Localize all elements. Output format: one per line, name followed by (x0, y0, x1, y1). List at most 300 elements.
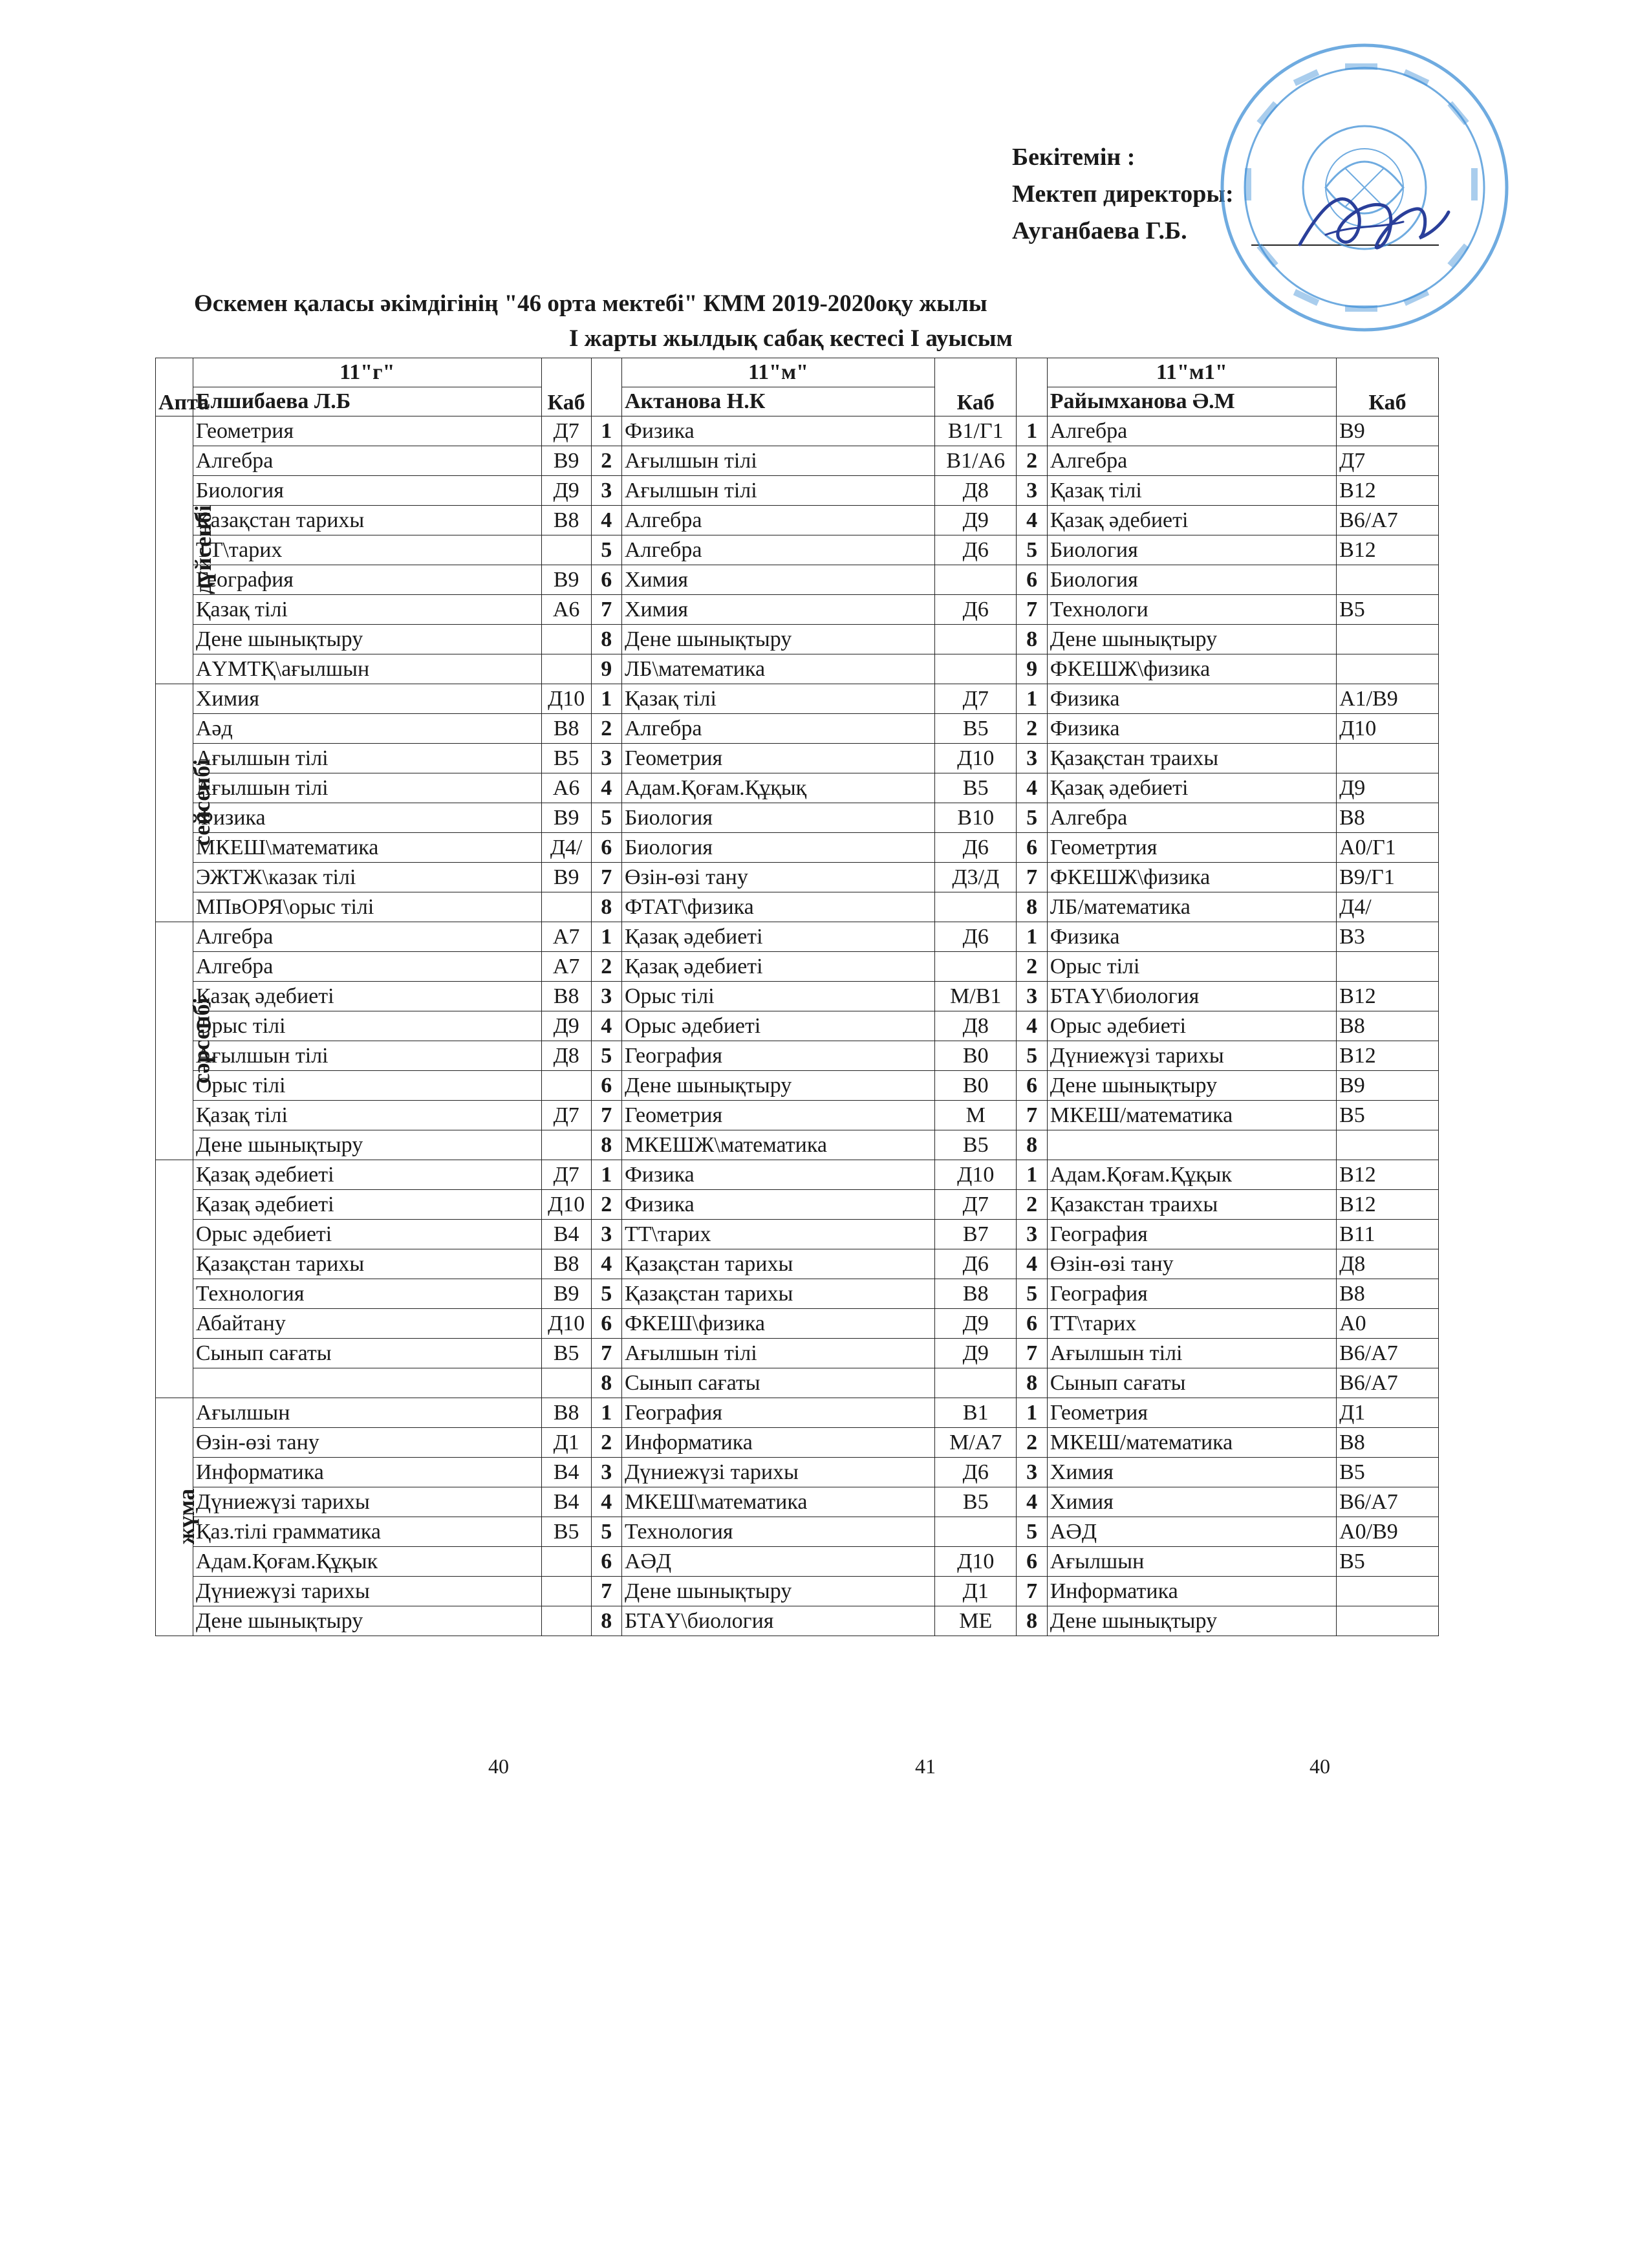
room-class-2: Д6 (935, 833, 1017, 863)
lesson-number-3: 1 (1017, 1160, 1047, 1190)
room-class-2: Д7 (935, 684, 1017, 714)
subject-class-1: Орыс әдебиеті (193, 1220, 541, 1249)
lesson-number-3: 9 (1017, 654, 1047, 684)
room-class-3: В8 (1337, 1428, 1439, 1458)
day-label (156, 416, 217, 684)
subject-class-2: Қазақ тілі (621, 684, 934, 714)
lesson-number-3: 6 (1017, 1071, 1047, 1101)
room-class-1: Д7 (541, 416, 591, 446)
table-row (156, 863, 1439, 892)
lesson-number-3: 4 (1017, 506, 1047, 535)
subject-class-1: Абайтану (193, 1309, 541, 1339)
lesson-number-3: 3 (1017, 1220, 1047, 1249)
table-row (156, 1309, 1439, 1339)
room-class-1 (541, 1547, 591, 1577)
room-class-1: Д4/ (541, 833, 591, 863)
subject-class-1: География (193, 565, 541, 595)
num-header-3 (1017, 358, 1047, 416)
subject-class-3: Алгебра (1047, 803, 1336, 833)
table-row (156, 416, 1439, 446)
room-class-1 (541, 1606, 591, 1636)
subject-class-2: Ағылшын тілі (621, 446, 934, 476)
room-class-1: Д1 (541, 1428, 591, 1458)
lesson-number-2: 5 (591, 1279, 621, 1309)
subject-class-1: Дүниежүзі тарихы (193, 1577, 541, 1606)
class-header-1: 11"г" (193, 358, 541, 387)
subject-class-1: Алгебра (193, 446, 541, 476)
lesson-number-2: 5 (591, 535, 621, 565)
room-header-2: Каб (935, 358, 1017, 416)
subject-class-3: Өзін-өзі тану (1047, 1249, 1336, 1279)
subject-class-2: Биология (621, 803, 934, 833)
subject-class-3: Адам.Қоғам.Құқык (1047, 1160, 1336, 1190)
lesson-number-2: 1 (591, 1398, 621, 1428)
subject-class-2: Геометрия (621, 744, 934, 773)
room-class-2: В1/Г1 (935, 416, 1017, 446)
room-class-1 (541, 1577, 591, 1606)
room-class-1: В8 (541, 1398, 591, 1428)
room-class-2: В1 (935, 1398, 1017, 1428)
room-class-1 (541, 625, 591, 654)
lesson-number-2: 2 (591, 446, 621, 476)
schedule-table (155, 358, 1439, 1636)
lesson-number-2: 1 (591, 416, 621, 446)
subject-class-3: Химия (1047, 1487, 1336, 1517)
room-class-1 (541, 1130, 591, 1160)
table-row (156, 684, 1439, 714)
table-row (156, 506, 1439, 535)
subject-class-1: Алгебра (193, 922, 541, 952)
table-row (156, 1428, 1439, 1458)
room-class-3: В6/А7 (1337, 1339, 1439, 1368)
room-class-3: В5 (1337, 1547, 1439, 1577)
room-class-3 (1337, 1577, 1439, 1606)
table-row (156, 565, 1439, 595)
room-class-1: В8 (541, 714, 591, 744)
room-class-1: В8 (541, 982, 591, 1011)
subject-class-2: Биология (621, 833, 934, 863)
subject-class-3: Қазақстан траихы (1047, 744, 1336, 773)
subject-class-3: География (1047, 1279, 1336, 1309)
table-row (156, 1190, 1439, 1220)
subject-class-1 (193, 1368, 541, 1398)
room-class-3: В9/Г1 (1337, 863, 1439, 892)
room-class-3: В12 (1337, 476, 1439, 506)
lesson-number-2: 1 (591, 922, 621, 952)
table-row (156, 1279, 1439, 1309)
subject-class-3: Химия (1047, 1458, 1336, 1487)
lesson-number-3: 2 (1017, 1190, 1047, 1220)
subject-class-3: Алгебра (1047, 416, 1336, 446)
room-class-1: В9 (541, 446, 591, 476)
day-label-text: жұма (173, 1488, 200, 1544)
subject-class-1: Адам.Қоғам.Құқык (193, 1547, 541, 1577)
lesson-number-2: 1 (591, 1160, 621, 1190)
subject-class-2: Қазақ әдебиеті (621, 922, 934, 952)
room-class-1: В8 (541, 1249, 591, 1279)
subject-class-2: Қазақстан тарихы (621, 1249, 934, 1279)
subject-class-1: Информатика (193, 1458, 541, 1487)
subject-class-1: ЭЖТЖ\казак тілі (193, 863, 541, 892)
room-class-1: В4 (541, 1487, 591, 1517)
lesson-number-3: 6 (1017, 1309, 1047, 1339)
subject-class-2: Орыс әдебиеті (621, 1011, 934, 1041)
lesson-number-2: 4 (591, 1249, 621, 1279)
subject-class-2: Физика (621, 1160, 934, 1190)
lesson-number-3: 8 (1017, 1130, 1047, 1160)
lesson-number-2: 8 (591, 892, 621, 922)
subject-class-3: Дене шынықтыру (1047, 1606, 1336, 1636)
room-class-3 (1337, 565, 1439, 595)
room-class-1: В4 (541, 1458, 591, 1487)
lesson-number-2: 3 (591, 1458, 621, 1487)
room-class-3: В11 (1337, 1220, 1439, 1249)
room-class-2: Д6 (935, 535, 1017, 565)
table-row (156, 1339, 1439, 1368)
table-row (156, 535, 1439, 565)
lesson-number-3: 1 (1017, 922, 1047, 952)
subject-class-2: БТАҮ\биология (621, 1606, 934, 1636)
subject-class-1: Биология (193, 476, 541, 506)
room-class-1: А6 (541, 595, 591, 625)
lesson-number-2: 6 (591, 833, 621, 863)
lesson-number-2: 2 (591, 1428, 621, 1458)
subject-class-3: Физика (1047, 684, 1336, 714)
subject-class-2: Дене шынықтыру (621, 1577, 934, 1606)
room-header-3: Каб (1337, 358, 1439, 416)
lesson-number-3: 7 (1017, 863, 1047, 892)
teacher-2: Актанова Н.К (621, 387, 934, 416)
lesson-number-3: 3 (1017, 982, 1047, 1011)
table-row (156, 1458, 1439, 1487)
room-class-1: Д9 (541, 1011, 591, 1041)
table-row (156, 446, 1439, 476)
room-class-1: В5 (541, 1517, 591, 1547)
lesson-number-2: 2 (591, 714, 621, 744)
room-class-2: Д8 (935, 1011, 1017, 1041)
approval-line-2: Мектеп директоры: (1012, 180, 1234, 208)
total-class-3: 40 (1310, 1755, 1330, 1778)
total-class-1: 40 (488, 1755, 509, 1778)
subject-class-3: Қазақ әдебиеті (1047, 506, 1336, 535)
subject-class-3: БТАҮ\биология (1047, 982, 1336, 1011)
subject-class-1: МКЕШ\математика (193, 833, 541, 863)
lesson-number-3: 2 (1017, 1428, 1047, 1458)
subject-class-3: Ағылшын (1047, 1547, 1336, 1577)
subject-class-1: Дене шынықтыру (193, 625, 541, 654)
table-row (156, 625, 1439, 654)
room-class-2: МЕ (935, 1606, 1017, 1636)
table-row (156, 1041, 1439, 1071)
room-class-2 (935, 892, 1017, 922)
room-class-2: В10 (935, 803, 1017, 833)
table-row (156, 892, 1439, 922)
subject-class-1: ТТ\тарих (193, 535, 541, 565)
room-class-3: В6/А7 (1337, 1487, 1439, 1517)
room-class-2: Д1 (935, 1577, 1017, 1606)
table-row (156, 803, 1439, 833)
room-class-2: Д10 (935, 744, 1017, 773)
room-class-3: Д10 (1337, 714, 1439, 744)
subject-class-2: ТТ\тарих (621, 1220, 934, 1249)
table-row (156, 1517, 1439, 1547)
lesson-number-3: 4 (1017, 773, 1047, 803)
table-row (156, 1606, 1439, 1636)
subject-class-3: Орыс тілі (1047, 952, 1336, 982)
subject-class-3: Сынып сағаты (1047, 1368, 1336, 1398)
room-class-2: Д9 (935, 1309, 1017, 1339)
table-row (156, 1547, 1439, 1577)
subject-class-1: Ағылшын тілі (193, 744, 541, 773)
lesson-number-2: 2 (591, 1190, 621, 1220)
lesson-number-2: 7 (591, 1101, 621, 1130)
num-header-2 (591, 358, 621, 416)
subject-class-3: Дене шынықтыру (1047, 625, 1336, 654)
subject-class-2: МКЕШ\математика (621, 1487, 934, 1517)
table-row (156, 744, 1439, 773)
day-label-text: дүйсенбі (190, 504, 217, 594)
room-class-3: В12 (1337, 1160, 1439, 1190)
lesson-number-3: 8 (1017, 1606, 1047, 1636)
lesson-number-2: 1 (591, 684, 621, 714)
subject-class-2: Сынып сағаты (621, 1368, 934, 1398)
room-class-2: В5 (935, 773, 1017, 803)
subject-class-1: Алгебра (193, 952, 541, 982)
room-class-1: В9 (541, 1279, 591, 1309)
subject-class-1: Қазақ тілі (193, 1101, 541, 1130)
room-class-2: Д7 (935, 1190, 1017, 1220)
day-label (156, 922, 215, 1160)
room-class-1 (541, 535, 591, 565)
lesson-number-2: 3 (591, 744, 621, 773)
room-class-1: Д7 (541, 1160, 591, 1190)
room-class-1 (541, 1368, 591, 1398)
subject-class-2: АӘД (621, 1547, 934, 1577)
room-class-1: В9 (541, 863, 591, 892)
room-class-2 (935, 952, 1017, 982)
room-class-2: М/А7 (935, 1428, 1017, 1458)
table-row (156, 922, 1439, 952)
subject-class-3: Қазакстан траихы (1047, 1190, 1336, 1220)
subject-class-2: Физика (621, 1190, 934, 1220)
room-class-1: Д10 (541, 684, 591, 714)
subject-class-1: Өзін-өзі тану (193, 1428, 541, 1458)
approval-line-3: Ауганбаева Г.Б. (1012, 217, 1187, 244)
room-class-3: В8 (1337, 1279, 1439, 1309)
lesson-number-2: 6 (591, 1309, 621, 1339)
day-label-text: сәрсенбі (188, 997, 215, 1084)
subject-class-1: Қазақстан тарихы (193, 1249, 541, 1279)
lesson-number-2: 6 (591, 1071, 621, 1101)
room-class-2: В8 (935, 1279, 1017, 1309)
table-row (156, 1249, 1439, 1279)
subject-class-3: Орыс әдебиеті (1047, 1011, 1336, 1041)
room-class-3: А0/Г1 (1337, 833, 1439, 863)
subject-class-1: Физика (193, 803, 541, 833)
room-class-1: Д8 (541, 1041, 591, 1071)
room-class-3: Д8 (1337, 1249, 1439, 1279)
room-class-2: Д6 (935, 1458, 1017, 1487)
class-header-3: 11"м1" (1047, 358, 1336, 387)
subject-class-2: Технология (621, 1517, 934, 1547)
room-class-2: В1/А6 (935, 446, 1017, 476)
subject-class-1: Қазақ тілі (193, 595, 541, 625)
day-label-text: сейсенбі (189, 759, 215, 846)
subject-class-3: Алгебра (1047, 446, 1336, 476)
header-row-teachers (156, 387, 1439, 416)
total-class-2: 41 (915, 1755, 936, 1778)
class-header-2: 11"м" (621, 358, 934, 387)
lesson-number-3: 4 (1017, 1487, 1047, 1517)
room-class-2: Д10 (935, 1160, 1017, 1190)
lesson-number-3: 5 (1017, 803, 1047, 833)
subject-class-2: Информатика (621, 1428, 934, 1458)
subject-class-1: Дене шынықтыру (193, 1606, 541, 1636)
schedule-title: Өскемен қаласы әкімдігінің "46 орта мектебі" КММ 2019-2020оқу жылы (194, 290, 987, 317)
subject-class-2: География (621, 1398, 934, 1428)
subject-class-2: Алгебра (621, 714, 934, 744)
subject-class-2: ФТАТ\физика (621, 892, 934, 922)
lesson-number-2: 7 (591, 1339, 621, 1368)
lesson-number-2: 5 (591, 1517, 621, 1547)
room-class-2 (935, 654, 1017, 684)
subject-class-1: Қаз.тілі грамматика (193, 1517, 541, 1547)
room-class-3: В5 (1337, 595, 1439, 625)
lesson-number-3: 5 (1017, 535, 1047, 565)
subject-class-2: Қазақстан тарихы (621, 1279, 934, 1309)
room-class-2: В7 (935, 1220, 1017, 1249)
approval-block (1012, 139, 1234, 250)
room-class-2: М (935, 1101, 1017, 1130)
table-row (156, 1577, 1439, 1606)
subject-class-3: Геометрия (1047, 1398, 1336, 1428)
table-row (156, 476, 1439, 506)
room-class-3 (1337, 625, 1439, 654)
subject-class-2: Қазақ әдебиеті (621, 952, 934, 982)
room-class-2 (935, 565, 1017, 595)
table-row (156, 1220, 1439, 1249)
room-class-1: Д10 (541, 1190, 591, 1220)
lesson-number-2: 6 (591, 1547, 621, 1577)
room-class-1: В9 (541, 803, 591, 833)
room-class-1: В9 (541, 565, 591, 595)
table-row (156, 952, 1439, 982)
lesson-number-3: 8 (1017, 625, 1047, 654)
table-row (156, 1071, 1439, 1101)
subject-class-2: ФКЕШ\физика (621, 1309, 934, 1339)
subject-class-2: Дене шынықтыру (621, 625, 934, 654)
subject-class-1: АҮМТҚ\ағылшын (193, 654, 541, 684)
subject-class-2: Дүниежүзі тарихы (621, 1458, 934, 1487)
subject-class-3: Биология (1047, 535, 1336, 565)
subject-class-2: МКЕШЖ\математика (621, 1130, 934, 1160)
subject-class-1: Ағылшын (193, 1398, 541, 1428)
teacher-3: Райымханова Ә.М (1047, 387, 1336, 416)
room-class-3: А1/В9 (1337, 684, 1439, 714)
subject-class-3 (1047, 1130, 1336, 1160)
subject-class-1: Химия (193, 684, 541, 714)
room-class-2: Д8 (935, 476, 1017, 506)
room-class-3: В6/А7 (1337, 506, 1439, 535)
room-class-2: Д3/Д (935, 863, 1017, 892)
subject-class-1: Технология (193, 1279, 541, 1309)
subject-class-2: Ағылшын тілі (621, 1339, 934, 1368)
room-class-3: В12 (1337, 535, 1439, 565)
lesson-number-3: 3 (1017, 476, 1047, 506)
lesson-number-3: 1 (1017, 1398, 1047, 1428)
room-header-1: Каб (541, 358, 591, 416)
room-class-2: Д6 (935, 1249, 1017, 1279)
subject-class-2: Дене шынықтыру (621, 1071, 934, 1101)
lesson-number-3: 7 (1017, 595, 1047, 625)
lesson-number-3: 7 (1017, 1339, 1047, 1368)
lesson-number-2: 4 (591, 506, 621, 535)
week-header: Апта (156, 358, 193, 416)
subject-class-2: Геометрия (621, 1101, 934, 1130)
room-class-2 (935, 1368, 1017, 1398)
subject-class-2: Химия (621, 595, 934, 625)
table-row (156, 1011, 1439, 1041)
table-row (156, 654, 1439, 684)
room-class-3: В5 (1337, 1101, 1439, 1130)
room-class-3 (1337, 952, 1439, 982)
lesson-number-2: 5 (591, 803, 621, 833)
room-class-2: Д6 (935, 595, 1017, 625)
lesson-number-3: 4 (1017, 1011, 1047, 1041)
lesson-number-2: 3 (591, 982, 621, 1011)
subject-class-1: Дене шынықтыру (193, 1130, 541, 1160)
room-class-1: А7 (541, 922, 591, 952)
subject-class-2: Өзін-өзі тану (621, 863, 934, 892)
subject-class-3: ФКЕШЖ\физика (1047, 863, 1336, 892)
table-row (156, 1160, 1439, 1190)
subject-class-1: МПвОРЯ\орыс тілі (193, 892, 541, 922)
room-class-3: В3 (1337, 922, 1439, 952)
subject-class-1: Ағылшын тілі (193, 1041, 541, 1071)
room-class-2: В5 (935, 1487, 1017, 1517)
room-class-2: Д6 (935, 922, 1017, 952)
subject-class-1: Геометрия (193, 416, 541, 446)
lesson-number-2: 7 (591, 1577, 621, 1606)
lesson-number-3: 2 (1017, 446, 1047, 476)
subject-class-3: Қазақ әдебиеті (1047, 773, 1336, 803)
room-class-3: Д7 (1337, 446, 1439, 476)
room-class-3: А0 (1337, 1309, 1439, 1339)
room-class-2: Д9 (935, 1339, 1017, 1368)
lesson-number-3: 1 (1017, 684, 1047, 714)
lesson-number-3: 5 (1017, 1517, 1047, 1547)
room-class-2: В0 (935, 1071, 1017, 1101)
room-class-3: В6/А7 (1337, 1368, 1439, 1398)
lesson-number-2: 3 (591, 476, 621, 506)
subject-class-3: География (1047, 1220, 1336, 1249)
subject-class-1: Қазақстан тарихы (193, 506, 541, 535)
lesson-number-3: 7 (1017, 1577, 1047, 1606)
subject-class-3: Технологи (1047, 595, 1336, 625)
table-row (156, 982, 1439, 1011)
room-class-2: В5 (935, 1130, 1017, 1160)
lesson-number-3: 8 (1017, 1368, 1047, 1398)
room-class-1: Д10 (541, 1309, 591, 1339)
subject-class-3: АӘД (1047, 1517, 1336, 1547)
lesson-number-3: 7 (1017, 1101, 1047, 1130)
subject-class-3: Информатика (1047, 1577, 1336, 1606)
subject-class-1: Қазақ әдебиеті (193, 982, 541, 1011)
subject-class-3: Дүниежүзі тарихы (1047, 1041, 1336, 1071)
room-class-1: В8 (541, 506, 591, 535)
room-class-3 (1337, 654, 1439, 684)
room-class-3: Д4/ (1337, 892, 1439, 922)
